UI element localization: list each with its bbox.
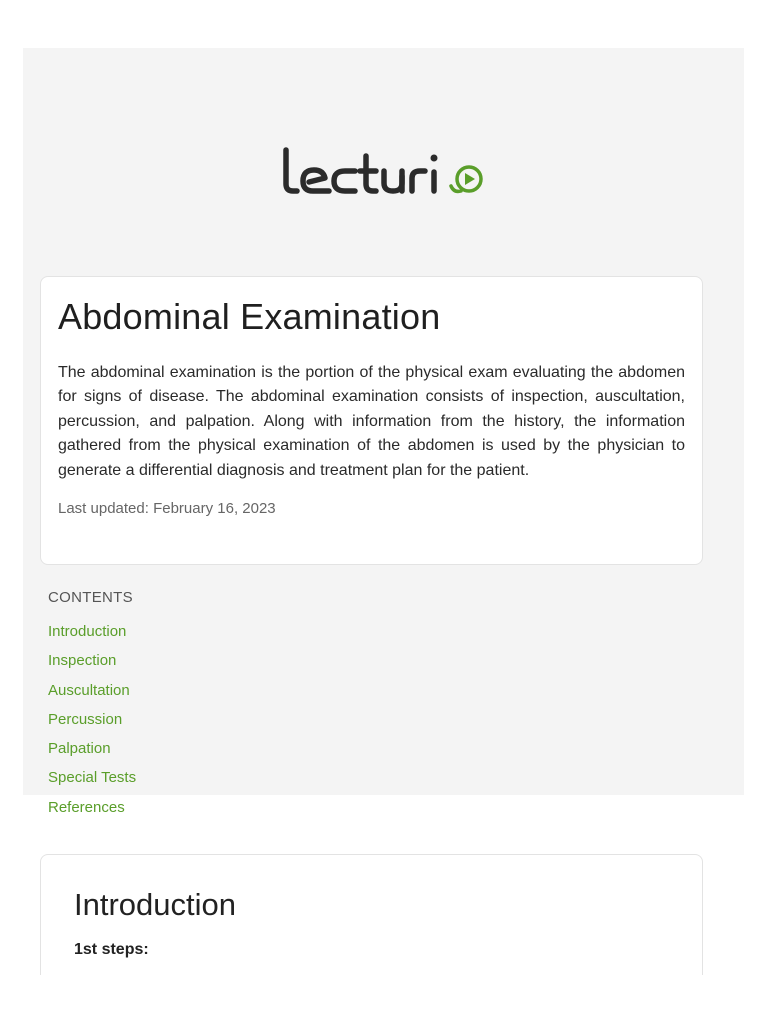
article-summary-card: [40, 276, 703, 565]
contents-link-introduction[interactable]: Introduction: [48, 623, 127, 640]
introduction-section: [40, 854, 703, 984]
contents-list: [48, 623, 348, 828]
last-updated: Last updated: February 16, 2023: [58, 500, 276, 518]
lecturio-logo[interactable]: [283, 146, 488, 198]
page-title: Abdominal Examination: [58, 296, 441, 337]
section-title-introduction: Introduction: [74, 887, 236, 922]
contents-link-auscultation[interactable]: Auscultation: [48, 681, 130, 699]
contents-link-percussion[interactable]: Percussion: [48, 710, 123, 728]
lecturio-logo-icon: [283, 146, 488, 198]
contents-heading: CONTENTS: [48, 589, 133, 606]
contents-link-inspection[interactable]: Inspection: [48, 652, 117, 670]
contents-link-special-tests[interactable]: Special Tests: [48, 769, 137, 787]
article-summary: The abdominal examination is the portion of the physical exam evaluating the abdomen for signs of disease. The abdominal examination consists of inspection, auscultation, percussion, and palpation. Along with information from the history, the information gathered from the physical examination of the abdomen is used by the physician to generate a differential diagnosis and treatment plan for the patient.: [58, 364, 685, 479]
contents-link-references[interactable]: References: [48, 798, 125, 816]
page-bottom-edge: [0, 975, 768, 1024]
table-of-contents: [48, 589, 348, 828]
contents-link-palpation[interactable]: Palpation: [48, 740, 111, 758]
section-subheading: 1st steps:: [74, 941, 149, 958]
